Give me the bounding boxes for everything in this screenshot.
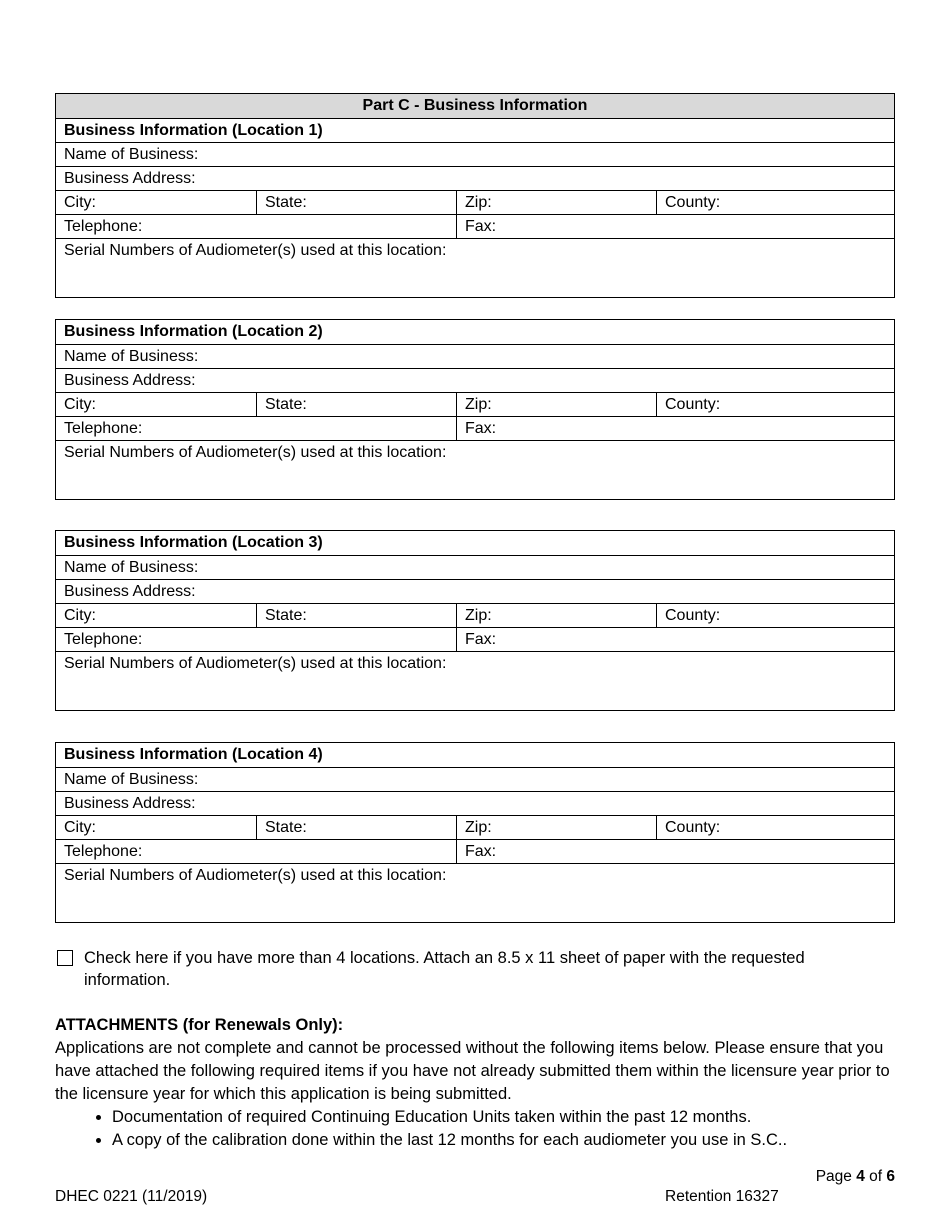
business-address-field[interactable]: Business Address: [64,583,196,600]
business-address-field[interactable]: Business Address: [64,795,196,812]
location-heading: Business Information (Location 4) [64,746,323,763]
city-field[interactable]: City: [64,607,96,624]
location-2-table [55,319,895,500]
attachment-item: • Documentation of required Continuing Education Units taken within the past 12 months. [112,1106,895,1129]
attachments-section [55,1014,895,1152]
location-heading: Business Information (Location 2) [64,323,323,340]
city-field[interactable]: City: [64,396,96,413]
business-name-field[interactable]: Name of Business: [64,559,199,576]
state-field[interactable]: State: [256,393,456,416]
serial-numbers-field[interactable]: Serial Numbers of Audiometer(s) used at this location: [64,444,447,461]
fax-field[interactable]: Fax: [456,417,894,440]
state-field[interactable]: State: [256,604,456,627]
county-field[interactable]: County: [656,191,894,214]
page-number: Page 4 of 6 [815,1168,895,1185]
more-locations-checkbox[interactable] [57,950,73,966]
more-locations-section [55,947,895,991]
more-locations-text: Check here if you have more than 4 locations. Attach an 8.5 x 11 sheet of paper with the requested information. [84,949,805,989]
serial-numbers-field[interactable]: Serial Numbers of Audiometer(s) used at this location: [64,867,447,884]
city-field[interactable]: City: [64,194,96,211]
state-field[interactable]: State: [256,816,456,839]
location-1-table [55,93,895,298]
business-address-field[interactable]: Business Address: [64,372,196,389]
attachment-item: • A copy of the calibration done within the last 12 months for each audiometer you use in S.C.. [112,1129,895,1152]
zip-field[interactable]: Zip: [456,604,656,627]
zip-field[interactable]: Zip: [456,191,656,214]
fax-field[interactable]: Fax: [456,840,894,863]
serial-numbers-field[interactable]: Serial Numbers of Audiometer(s) used at this location: [64,655,447,672]
state-field[interactable]: State: [256,191,456,214]
county-field[interactable]: County: [656,393,894,416]
form-id: DHEC 0221 (11/2019) [55,1188,208,1205]
business-address-field[interactable]: Business Address: [64,170,196,187]
location-heading: Business Information (Location 1) [64,122,323,139]
telephone-field[interactable]: Telephone: [64,420,143,437]
part-title: Part C - Business Information [362,97,588,114]
zip-field[interactable]: Zip: [456,393,656,416]
business-name-field[interactable]: Name of Business: [64,348,199,365]
attachments-list [55,1106,895,1152]
telephone-field[interactable]: Telephone: [64,218,143,235]
telephone-field[interactable]: Telephone: [64,631,143,648]
business-name-field[interactable]: Name of Business: [64,771,199,788]
part-title-row [56,94,894,118]
county-field[interactable]: County: [656,604,894,627]
attachments-title: ATTACHMENTS (for Renewals Only): [55,1016,344,1034]
business-name-field[interactable]: Name of Business: [64,146,199,163]
county-field[interactable]: County: [656,816,894,839]
serial-numbers-field[interactable]: Serial Numbers of Audiometer(s) used at this location: [64,242,447,259]
retention-number: Retention 16327 [665,1188,779,1205]
location-3-table [55,530,895,711]
location-heading: Business Information (Location 3) [64,534,323,551]
fax-field[interactable]: Fax: [456,215,894,238]
telephone-field[interactable]: Telephone: [64,843,143,860]
location-4-table [55,742,895,923]
attachments-body: Applications are not complete and cannot be processed without the following items below. Please ensure that you have attached the following required items if you have not already submitted them within the licensure year prior to the licensure year for which this application is being submitted. [55,1039,890,1103]
city-field[interactable]: City: [64,819,96,836]
zip-field[interactable]: Zip: [456,816,656,839]
fax-field[interactable]: Fax: [456,628,894,651]
